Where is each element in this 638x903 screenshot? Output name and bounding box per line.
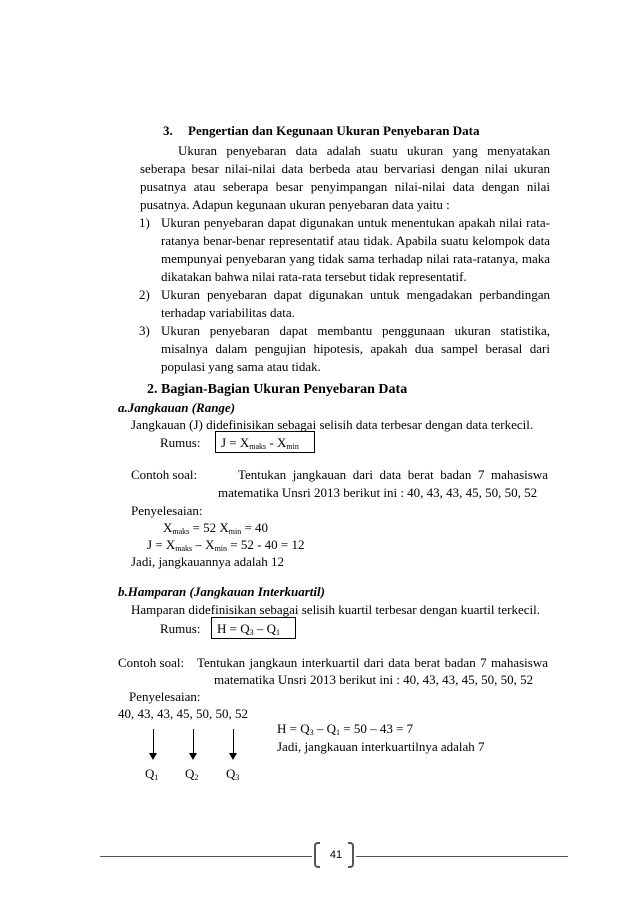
iqr-rumus-label: Rumus: [160,621,201,636]
iqr-example-line-2: matematika Unsri 2013 berikut ini : 40, 43, 43, 45, 50, 50, 52 [214,672,534,687]
footer-rule-right [356,856,568,857]
range-formula-box: $J = X_{maks} - X_{min}$ [215,431,315,453]
range-example-label: Contoh soal: [131,467,198,482]
iqr-heading: b.Hamparan (Jangkauan Interkuartil) [118,584,325,599]
list-item-line: Ukuran penyebaran dapat digunakan untuk menentukan apakah nilai rata- [161,215,550,230]
list-item-line: ratanya benar-benar representatif atau tidak. Apabila suatu kelompok data [161,233,550,248]
range-example-line-1: Tentukan jangkauan dari data berat badan 7 mahasiswa [238,467,548,482]
section3-number: 3. [163,123,173,138]
quartile-label-q2: $Q_2$ [185,766,199,782]
list-item-number: 1) [139,215,150,230]
page-number: 41 [329,849,343,861]
iqr-example-line-1: Tentukan jangkaun interkuartil dari data berat badan 7 mahasiswa [197,655,548,670]
iqr-result: $H = Q_3 - Q_1 = 50 - 43 = 7$ [277,721,414,737]
list-item-line: misalnya dalam pengujian hipotesis, apakah dua sampel berasal dari [161,341,550,356]
list-item-number: 3) [139,323,150,338]
footer-bracket-left [314,842,320,868]
footer-rule-left [100,856,312,857]
iqr-example-label: Contoh soal: [118,655,185,670]
range-conclusion: Jadi, jangkauannya adalah 12 [131,554,285,569]
list-item-line: populasi yang sama atau tidak. [161,359,321,374]
list-item-number: 2) [139,287,150,302]
range-solution-line-2: $J = X_{maks} - X_{min} = 52 - 40 = 12$ [147,537,305,553]
range-solution-label: Penyelesaian: [131,503,203,518]
iqr-solution-label: Penyelesaian: [129,689,201,704]
list-item-line: mempunyai penyebaran yang tidak sama terhadap nilai rata-ratanya, maka [161,251,550,266]
quartile-label-q3: $Q_3$ [226,766,240,782]
list-item-line: Ukuran penyebaran dapat digunakan untuk mengadakan perbandingan [161,287,550,302]
range-definition: Jangkauan (J) didefinisikan sebagai selisih data terbesar dengan data terkecil. [131,417,534,432]
iqr-formula-box: $H = Q_3 - Q_1$ [211,617,296,639]
section3-para-line-3: pusatnya atau seberapa besar penyimpangan nilai-nilai data dengan nilai [140,179,550,194]
iqr-conclusion: Jadi, jangkauan interkuartilnya adalah 7 [277,739,485,754]
section3-para-line-4: pusatnya. Adapun kegunaan ukuran penyebaran data yaitu : [140,197,450,212]
range-heading: a.Jangkauan (Range) [118,400,236,415]
section3-title: Pengertian dan Kegunaan Ukuran Penyebaran Data [188,123,480,138]
section3-para-line-2: seberapa besar nilai-nilai data berbeda atau bervariasi dengan nilai ukuran [140,161,550,176]
range-rumus-label: Rumus: [160,435,201,450]
range-solution-line-1: $X_{maks} = 52$ $X_{min} = 40$ [163,520,269,536]
range-example-line-2: matematika Unsri 2013 berikut ini : 40, 43, 43, 45, 50, 50, 52 [218,485,538,500]
iqr-definition: Hamparan didefinisikan sebagai selisih kuartil terbesar dengan kuartil terkecil. [131,602,540,617]
list-item-line: terhadap variabilitas data. [161,305,295,320]
list-item-line: dikatakan bahwa nilai rata-rata tersebut tidak representatif. [161,269,467,284]
section2-title: 2. Bagian-Bagian Ukuran Penyebaran Data [147,382,408,397]
list-item-line: Ukuran penyebaran dapat membantu penggunaan ukuran statistika, [161,323,550,338]
quartile-label-q1: $Q_1$ [145,766,159,782]
footer-bracket-right [348,842,354,868]
section3-para-line-1: Ukuran penyebaran data adalah suatu ukuran yang menyatakan [178,143,550,158]
iqr-data-line: 40, 43, 43, 45, 50, 50, 52 [118,706,248,721]
